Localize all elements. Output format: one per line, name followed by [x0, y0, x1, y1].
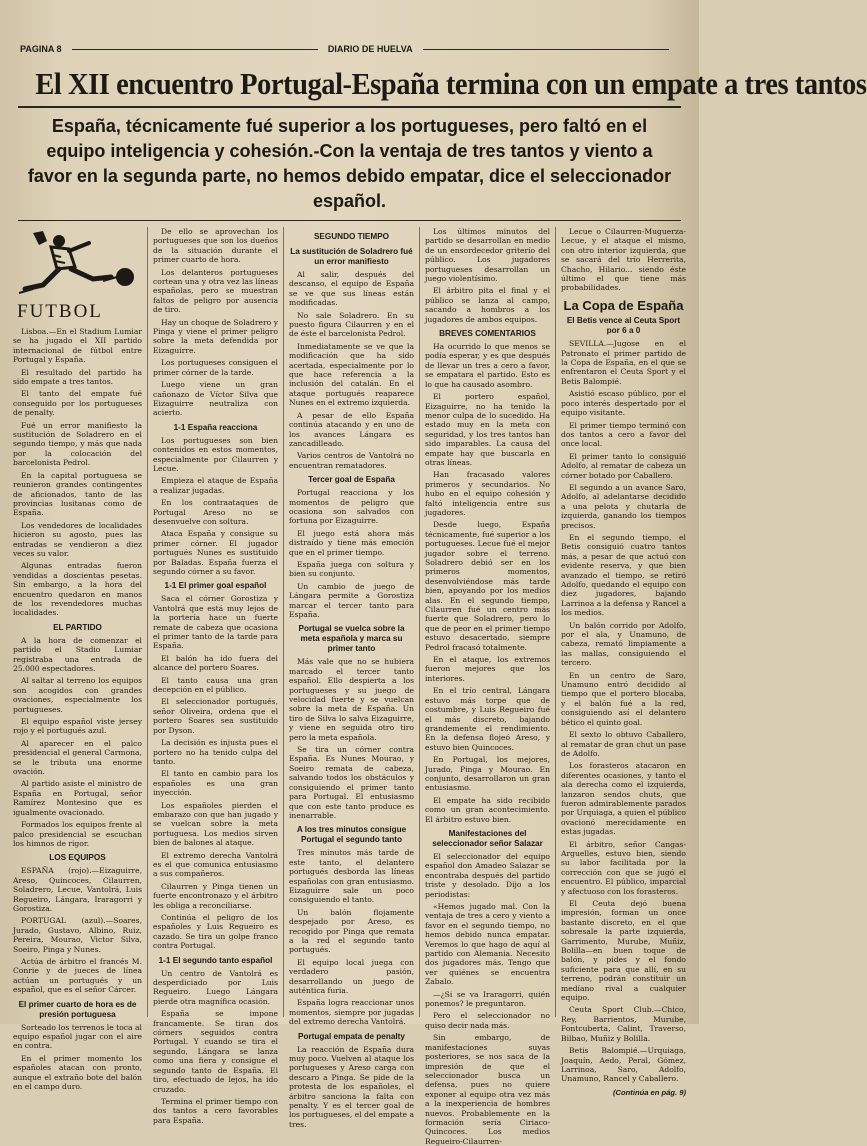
paragraph: Continúa el peligro de los españoles y Luis Regueiro es cazado. Se tira un golpe franco contra Portugal. [153, 913, 278, 951]
paragraph: Se tira un córner contra España. Es Nunes Mourao, y Soeiro remata de cabeza, salvando todos los obstáculos y consiguiendo el primer tanto para Portugal. El entusiasmo que con este tanto produce es inenarrable. [289, 745, 414, 820]
paragraph: El portero español, Eizaguirre, no ha tenido la menor culpa de lo sucedido. Ha estado muy en la meta con seguridad, y los tres tantos han sido imparables. La causa del empate hay que buscarla en otras líneas. [425, 392, 550, 467]
column-1 [8, 227, 148, 1092]
paragraph: Formados los equipos frente al palco presidencial se escuchan los himnos de rigor. [13, 820, 142, 848]
paragraph: Los últimos minutos del partido se desarrollan en medio de un ensordecedor griterío del público. Los jugadores portugueses desarrollan un juego violentísimo. [425, 227, 550, 284]
paragraph: En el trío central, Lángara estuvo más torpe que de costumbre, y Luis Regueiro fué el más discreto, bajando grandemente el rendimiento. En la defensa flojeó Areso, y estuvo bien Quincoces. [425, 686, 550, 752]
paragraph: El primer tiempo terminó con dos tantos a cero a favor del once local. [561, 420, 686, 449]
paragraph: Tres minutos más tarde de este tanto, el delantero portugués desborda las líneas españolas con gran entusiasmo. Eizaguirre sale un poco consiguiendo el tanto. [289, 848, 414, 905]
newspaper-name: DIARIO DE HUELVA [327, 44, 413, 54]
paragraph: PORTUGAL (azul).—Soares, Jurado, Gustavo, Albino, Ruiz, Pereira, Mourao, Victor Silva, Soeiro, Pinga y Nunes. [13, 916, 142, 954]
page-header [8, 40, 691, 58]
paragraph: En un centro de Saro, Unamuno entró decidido al tiempo que el portero blocaba, y el balón fué a la red, consiguiendo así el delantero bético el quinto goal. [561, 670, 686, 727]
paragraph: El balón ha ido fuera del alcance del portero Soares. [153, 653, 278, 673]
paragraph: España logra reaccionar unos momentos, siempre por jugadas del extremo derecha Vantolrá. [289, 998, 414, 1027]
section-heading: Manifestaciones del seleccionador señor Salazar [432, 828, 543, 848]
section-heading: El primer cuarto de hora es de presión portuguesa [18, 999, 137, 1019]
paragraph: El Ceuta dejó buena impresión, forman un once bastante discreto, en el que sobresale la parte izquierda, Garrimento, Murube, Muñiz, Bolilla—en buen toque de balón, y pides y el fondo suficiente para que allí, en su terreno, podrán constituir un medíano rival a cualquier equipo. [561, 899, 686, 1003]
paragraph: Inmediatamente se ve que la modificación que ha sido acertada, especialmente por lo que hace referencia a la inclusión del catalán. En el ataque portugués reaparece Nunes en el extremo izquierda. [289, 341, 414, 408]
paragraph: El empate ha sido recibido como un gran acontecimiento. El árbitro estuvo bien. [425, 795, 550, 824]
paragraph: De ello se aprovechan los portugueses que son los dueños de la situación durante el primer cuarto de hora. [153, 227, 278, 265]
paragraph: La reacción de España dura muy poco. Vuelven al ataque los portugueses y Areso carga con descaro a Pinga. Se pide de la protesta de los españoles, el árbitro sanciona la falta con penalty. Y es el tercer goal de los portugueses, el del empate a tres. [289, 1044, 414, 1129]
paragraph: Desde luego, España técnicamente, fué superior a los portugueses. Lecue fué el mejor jugador sobre el terreno. Soladrero debió ser en los primeros momentos, desenvolviéndose más tarde bien, apoyando por los medios alas. En el segundo tiempo, Cilaurren fué un centro más fuerte que Soladrero, pero lo que de peor en el primer tiempo estuvo desacertado, siempre Pedrol fracasó totalmente. [425, 520, 550, 652]
paragraph: Empieza el ataque de España a realizar jugadas. [153, 476, 278, 495]
paragraph: Sin embargo, de manifestaciones suyas posteriores, se nos saca de la impresión de que el seleccionador busca un defensa, pues no quiere exponer al equipo otra vez más a la inexperiencia de hombres nuevos. Probablemente en la formación sería Ciriaco-Quincoces. Los medios Regueiro-Cilaurren- [425, 1033, 550, 1146]
paragraph: El extremo derecha Vantolrá es el que comunica entusiasmo a sus compañeros. [153, 850, 278, 879]
paragraph: El seleccionador del equipo español don Amadeo Salazar se encontraba después del partido triste y desolado. Dijo a los periodistas: [425, 851, 550, 899]
section-heading: A los tres minutos consigue Portugal el segundo tanto [296, 825, 407, 845]
headline-rule [18, 106, 681, 108]
section-heading: 1-1 El segundo tanto español [158, 955, 273, 965]
article-columns [8, 227, 691, 1146]
paragraph: Hay un choque de Soladrero y Pinga y viene el primer peligro sobre la meta defendida por Eizaguirre. [153, 317, 278, 355]
paragraph: Pero el seleccionador no quiso decir nada más. [425, 1011, 550, 1030]
futbol-logo [13, 227, 142, 327]
paragraph: «Hemos jugado mal. Con la ventaja de tres a cero y viento a favor en el segundo tiempo, no hemos debido nunca empatar. Veremos lo que hago de aquí al partido con Alemania. Necesito dos jugadores más. Tengo que ver quiénes se encuentra Zabalo. [425, 902, 550, 987]
paragraph: Saca el córner Gorostiza y Vantolrá que está muy lejos de la portería hace un fuerte remate de cabeza que ocasiona el primer tanto de la tarde para España. [153, 594, 278, 651]
paragraph: Ataca España y consigue su primer córner. El jugador portugués Nunes es sustituido por Baladas. España fuerza el segundo córner a su favor. [153, 529, 278, 576]
paragraph: Un cambio de juego de Lángara permite a Gorostiza marcar el tercer tanto para España. [289, 581, 414, 619]
paragraph: Un balón corrido por Adolfo, por el ala, y Unamuno, de cabeza, remató limpiamente a las mallas, consiguiendo el tercero. [561, 620, 686, 668]
paragraph: En Portugal, los mejores, Jurado, Pinga y Mourao. En conjunto, desarrollaron un gran entusiasmo. [425, 755, 550, 793]
paragraph: El seleccionador portugués, señor Oliveira, ordena que el portero Soares sea sustituido por Dyson. [153, 697, 278, 735]
section-heading: La sustitución de Soladrero fué un error manifiesto [290, 247, 413, 266]
paragraph: Portugal reacciona y los momentos de peligro que ocasiona son salvados con fortuna por Eizaguirre. [289, 488, 414, 526]
section-heading: 1-1 El primer goal español [164, 581, 267, 591]
paragraph: Los forasteros atacaron en diferentes ocasiones, y tanto el ala derecha como el izquierda, lanzaron sendos chuts, que fueron admirablemente parados por Urquiaga, a quien el público ovacionó merecidamente en estas jugadas. [561, 761, 686, 837]
paragraph: España se impone francamente. Se tiran dos córners seguidos contra Portugal. Y cuando se tira el segundo, Lángara se lanza como una fiera y consigue el segundo tanto de España. El tiro, efectuado de lejos, ha ido cruzado. [153, 1009, 278, 1094]
paragraph: Termina el primer tiempo con dos tantos a cero favorables para España. [153, 1096, 278, 1125]
paragraph: ESPAÑA (rojo).—Eizaguirre, Areso, Quincoces, Cilaurren, Soladrero, Lecue, Vantolrá, Luis Regueiro, Lángara, Iraragorri y Gorostiza. [13, 866, 142, 913]
subhead-rule [18, 220, 681, 221]
paragraph: El árbitro, señor Cangas-Arguelles, estuvo bien, siendo su labor facilitada por la corrección con que se jugó el encuentro. El público, imparcial y afectuoso con los forasteros. [561, 839, 686, 896]
section-heading: El Betis vence al Ceuta Sport por 6 a 0 [566, 316, 681, 336]
section-heading: SEGUNDO TIEMPO [313, 232, 390, 241]
paragraph: Los vendedores de localidades hicieron su agosto, pues las entradas se vendieron a diez veces su valor. [13, 520, 142, 558]
paragraph: En el segundo tiempo, el Betis consiguió cuatro tantos más, a pesar de que actuó con evidente reserva, y que bien avanzado el tiempo, se retiró Adolfo, quedando el equipo con diez jugadores, bajando Larrinoa a la defensa y Rancel a los medios. [561, 532, 686, 618]
paragraph: Sorteado los terrenos le toca al equipo español jugar con el aire en contra. [13, 1022, 142, 1051]
paragraph: —¿Si se va Iraragorri, quién ponemos? le preguntaron. [425, 989, 550, 1009]
paragraph: Lisboa.—En el Stadium Lumiar se ha jugado el XII partido internacional de fútbol entre Portugal y España. [13, 327, 142, 365]
paragraph: Al saltar al terreno los equipos son acogidos con grandes ovaciones, especialmente los portugueses. [13, 676, 142, 714]
paragraph: En la capital portuguesa se reunieron grandes contingentes de aficionados, tanto de las provincias lusitanas como de España. [13, 470, 142, 518]
paragraph: El tanto del empate fué conseguido por los portugueses de penalty. [13, 389, 142, 418]
paragraph: Ha ocurrido lo que menos se podía esperar, y es que después de llevar un tres a cero a favor, se empatara el partido. Esto es lo que ha causado asombro. [425, 342, 550, 389]
header-rule-right [423, 49, 669, 50]
subheadline: España, técnicamente fué superior a los portugueses, pero faltó en el equipo inteligencia y cohesión.-Con la ventaja de tres tantos y viento a favor en la segunda parte, no hemos debido empatar, dice el seleccionador español. [27, 116, 672, 211]
paragraph: Algunas entradas fueron vendidas a doscientas pesetas. Sin embargo, a la hora del encuentro quedaron en manos de los revendedores muchas localidades. [13, 561, 142, 618]
paragraph: Un centro de Vantolrá es desperdiciado por Luis Regueiro. Luego Lángara pierde otra magnífica ocasión. [153, 968, 278, 1006]
paragraph: Los portugueses consiguen el primer córner de la tarde. [153, 358, 278, 377]
paragraph: Actúa de árbitro el francés M. Conrie y de jueces de línea actúan un portugués y un español, que es el señor Cárcer. [13, 956, 142, 995]
continued-note: (Continúa en pág. 9) [613, 1087, 686, 1097]
futbol-logo-text: FUTBOL [17, 301, 103, 322]
section-heading: Portugal empata de penalty [298, 1031, 405, 1041]
column-2 [148, 227, 284, 1125]
paragraph: El equipo español viste jersey rojo y el portugués azul. [13, 717, 142, 736]
paragraph: Ceuta Sport Club.—Chico, Rey, Barrientos, Murube, Fontcuberta, Calint, Traverso, Bilbao, Muñiz y Bolilla. [561, 1005, 686, 1043]
paragraph: Los portugueses son bien contenidos en estos momentos, especialmente por Cilaurren y Lecue. [153, 435, 278, 473]
paragraph: Al aparecer en el palco presidencial el general Carmona, se le tributa una enorme ovación. [13, 738, 142, 777]
footballer-icon [13, 227, 141, 307]
copa-heading: La Copa de España [563, 297, 684, 313]
paragraph: El primer tanto lo consiguió Adolfo, al rematar de cabeza un córner botado por Caballero. [561, 451, 686, 480]
paragraph: El segundo a un avance Saro, Adolfo, al adelantarse decidido a una pelota y chutarla de izquierda, ganando los tiempos precisos. [561, 482, 686, 530]
paragraph: Asistió escaso público, por el poco interés despertado por el equipo visitante. [561, 389, 686, 418]
paragraph: El sexto lo obtuvo Caballero, al rematar de gran chut un pase de Adolfo. [561, 730, 686, 758]
paragraph: No sale Soladrero. En su puesto figura Cilaurren y en el de éste el barcelonista Pedrol. [289, 310, 414, 339]
paragraph: Los delanteros portugueses cortean una y otra vez las líneas españolas, pero se muestran faltos de peligro por ausencia de tiro. [153, 267, 278, 315]
header-rule [72, 49, 318, 50]
section-heading: EL PARTIDO [53, 622, 102, 632]
paragraph: En el primer momento los españoles atacan con pronto, aunque el extraño bote del balón en el campo duro. [13, 1053, 142, 1092]
section-heading: Portugal se vuelca sobre la meta española y marca su primer tanto [298, 624, 405, 654]
paragraph: La decisión es injusta pues el portero no ha tenido culpa del tanto. [153, 738, 278, 766]
paragraph: Varios centros de Vantolrá no encuentran rematadores. [289, 451, 414, 470]
paragraph: A pesar de ello España continúa atacando y en uno de los avances Lángara es zancadilleado. [289, 410, 414, 448]
paragraph: Han fracasado valores primeros y secundarios. No hubo en el equipo cohesión y faltó inteligencia entre sus jugadores. [425, 470, 550, 517]
paragraph: Al partido asiste el ministro de España en Portugal, señor Ramírez Montesino que es igualmente ovacionado. [13, 779, 142, 817]
paragraph: Lecue o Cilaurren-Muguerza-Lecue, y el ataque el mismo, con otro interior izquierda, que se sacará del trío Herrerita, Chacho, Hilario... siendo éste último el que tiene más probabilidades. [561, 227, 686, 293]
paragraph: En los contraataques de Portugal Areso no se desenvuelve con soltura. [153, 498, 278, 526]
paragraph: El juego está ahora más distraído y tiene más emoción que en el primer tiempo. [289, 528, 414, 557]
column-5 [556, 227, 691, 1097]
column-3 [284, 227, 420, 1129]
section-heading: LOS EQUIPOS [49, 853, 106, 863]
paragraph: En el ataque, los extremos fueron mejores que los interiores. [425, 655, 550, 683]
page-number: PAGINA 8 [20, 44, 62, 54]
paragraph: Los españoles pierden el embarazo con que han jugado y se vuelcan sobre la meta portuguesa. Los medios sirven bien de balones al ataque. [153, 800, 278, 848]
paragraph: España juega con soltura y bien su conjunto. [289, 559, 414, 579]
headline: El XII encuentro Portugal-España termina con un empate a tres tantos [35, 66, 867, 101]
paragraph: Cilaurren y Pinga tienen un fuerte encontronazo y el árbitro les obliga a reconciliarse. [153, 881, 278, 910]
paragraph: Luego viene un gran cañonazo de Víctor Silva que Eizaguirre neutraliza con acierto. [153, 380, 278, 418]
paragraph: El tanto en cambio para los españoles es una gran inyección. [153, 769, 278, 798]
paragraph: A la hora de comenzar el partido el Stadio Lumiar registraba una entrada de 25.000 espectadores. [13, 635, 142, 673]
section-heading: BREVES COMENTARIOS [439, 329, 536, 339]
paragraph: El equipo local juega con verdadero pasión, desarrollando un juego de auténtica furia. [289, 957, 414, 995]
paragraph: Un balón flojamente despejado por Areso, es recogido por Pinga que remata a la red el segundo tanto portugués. [289, 907, 414, 955]
paragraph: Al salir, después del descanso, el equipo de España se ve que sus líneas están modificadas. [289, 270, 414, 308]
paragraph: El árbitro pita el final y el público se lanza al campo, sacando a hombros a los jugadores de ambos equipos. [425, 286, 550, 324]
column-4 [420, 227, 556, 1146]
paragraph: Más vale que no se hubiera marcado el tercer tanto español. Ello despierta a los portugueses y su juego de velocidad fuerte y se vuelcan sobre la meta de España. Un tiro de Silva lo salva Eizaguirre, y viene en seguida otro tiro pero la meta española. [289, 657, 414, 742]
paragraph: El tanto causa una gran decepción en el público. [153, 675, 278, 695]
section-heading: 1-1 España reacciona [173, 422, 258, 432]
paragraph: SEVILLA.—Jugose en el Patronato el primer partido de la Copa de España, en el que se enfrentaron el Ceuta Sport y el Betis Balompié. [561, 339, 686, 386]
paragraph: El resultado del partido ha sido empate a tres tantos. [13, 367, 142, 387]
paragraph: Fué un error manifiesto la sustitución de Soladrero en el segundo tiempo, y más que nada por la colocación del barcelonista Pedrol. [13, 420, 142, 468]
paragraph: Betis Balompié.—Urquiaga, Joaquín, Aedo, Peral, Gómez, Larrinoa, Saro, Adolfo, Unamuno, Rancel y Caballero. [561, 1046, 686, 1084]
section-heading: Tercer goal de España [308, 475, 395, 485]
